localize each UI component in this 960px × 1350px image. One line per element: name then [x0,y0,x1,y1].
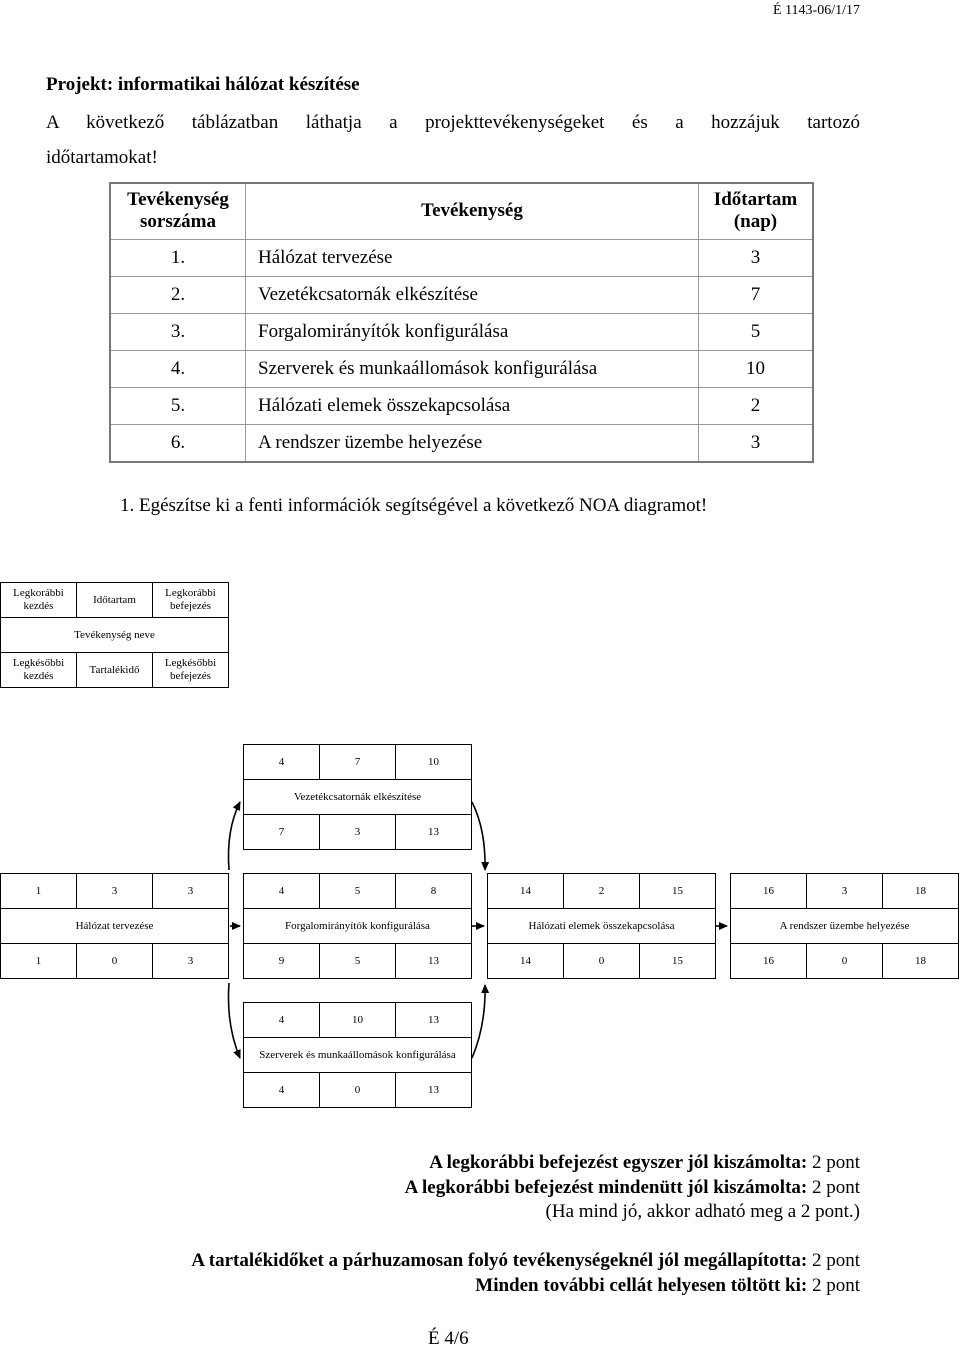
node-latest-finish: 13 [396,1073,472,1108]
node-slack: 0 [77,944,153,979]
header-text: Időtartam [713,189,798,211]
node-earliest-start: 4 [244,745,320,780]
node-duration: 3 [807,874,883,909]
cell-duration: 10 [699,350,814,387]
header-text: Tevékenység [127,189,229,211]
node-duration: 2 [564,874,640,909]
scoring-line-3: (Ha mind jó, akkor adható meg a 2 pont.) [545,1201,860,1222]
legend-earliest-finish: Legkorábbi befejezés [153,583,229,618]
node-slack: 0 [807,944,883,979]
cell-activity: Szerverek és munkaállomások konfigurálása [246,350,699,387]
cell-activity: Hálózat tervezése [246,239,699,276]
node-duration: 10 [320,1003,396,1038]
cell-activity: Forgalomirányítók konfigurálása [246,313,699,350]
cell-duration: 2 [699,387,814,424]
legend-duration: Időtartam [77,583,153,618]
cell-number: 1. [110,239,246,276]
cell-number: 3. [110,313,246,350]
node-duration: 5 [320,874,396,909]
cell-activity: Hálózati elemek összekapcsolása [246,387,699,424]
node-latest-finish: 13 [396,815,472,850]
legend-earliest-start: Legkorábbi kezdés [1,583,77,618]
node-earliest-finish: 8 [396,874,472,909]
arrow-n1-n4 [228,983,240,1058]
node-activity-name: Szerverek és munkaállomások konfigurálása [244,1038,472,1073]
node-latest-start: 4 [244,1073,320,1108]
node-earliest-finish: 3 [153,874,229,909]
intro-text-line2: időtartamokat! [46,147,158,168]
node-activity-name: Hálózati elemek összekapcsolása [488,909,716,944]
scoring-line-5: Minden további cellát helyesen töltött ki: 2 pont [475,1275,860,1296]
node-activity-name: Forgalomirányítók konfigurálása [244,909,472,944]
cell-duration: 3 [699,424,814,462]
cell-duration: 7 [699,276,814,313]
node-activity-name: A rendszer üzembe helyezése [731,909,959,944]
node-duration: 7 [320,745,396,780]
cell-number: 2. [110,276,246,313]
cell-number: 4. [110,350,246,387]
cell-activity: Vezetékcsatornák elkészítése [246,276,699,313]
page-number: É 4/6 [428,1328,469,1349]
node-latest-finish: 3 [153,944,229,979]
node-slack: 0 [564,944,640,979]
node-earliest-finish: 18 [883,874,959,909]
node-earliest-start: 4 [244,1003,320,1038]
node-latest-finish: 15 [640,944,716,979]
node-latest-start: 14 [488,944,564,979]
node-latest-start: 9 [244,944,320,979]
page-title: Projekt: informatikai hálózat készítése [46,74,360,95]
legend-latest-start: Legkésőbbi kezdés [1,653,77,688]
node-activity-name: Hálózat tervezése [1,909,229,944]
scoring-line-1: A legkorábbi befejezést egyszer jól kiszámolta: 2 pont [429,1152,860,1173]
cell-activity: A rendszer üzembe helyezése [246,424,699,462]
header-text: sorszáma [140,211,216,233]
node-latest-start: 1 [1,944,77,979]
legend-activity-name: Tevékenység neve [1,618,229,653]
node-latest-finish: 13 [396,944,472,979]
node-earliest-start: 4 [244,874,320,909]
legend-latest-finish: Legkésőbbi befejezés [153,653,229,688]
header-text: (nap) [733,211,778,233]
node-duration: 3 [77,874,153,909]
document-code: É 1143-06/1/17 [773,3,860,18]
scoring-line-4: A tartalékidőket a párhuzamosan folyó tevékenységeknél jól megállapította: 2 pont [191,1250,860,1271]
cell-duration: 5 [699,313,814,350]
node-earliest-finish: 10 [396,745,472,780]
arrow-n1-n2 [228,802,240,870]
node-earliest-start: 16 [731,874,807,909]
scoring-line-2: A legkorábbi befejezést mindenütt jól kiszámolta: 2 pont [404,1177,860,1198]
legend-slack: Tartalékidő [77,653,153,688]
task-instruction: 1. Egészítse ki a fenti információk segítségével a következő NOA diagramot! [120,495,708,516]
intro-text-line1: A következő táblázatban láthatja a projekttevékenységeket és a hozzájuk tartozó [46,112,860,133]
cell-duration: 3 [699,239,814,276]
node-latest-start: 16 [731,944,807,979]
header-activity: Tevékenység [246,183,699,239]
node-latest-start: 7 [244,815,320,850]
arrow-n2-n5 [472,802,485,870]
arrow-n4-n5 [472,985,485,1058]
node-earliest-start: 14 [488,874,564,909]
cell-number: 6. [110,424,246,462]
node-earliest-finish: 13 [396,1003,472,1038]
node-earliest-finish: 15 [640,874,716,909]
node-slack: 3 [320,815,396,850]
node-slack: 5 [320,944,396,979]
node-earliest-start: 1 [1,874,77,909]
node-latest-finish: 18 [883,944,959,979]
node-slack: 0 [320,1073,396,1108]
cell-number: 5. [110,387,246,424]
node-activity-name: Vezetékcsatornák elkészítése [244,780,472,815]
